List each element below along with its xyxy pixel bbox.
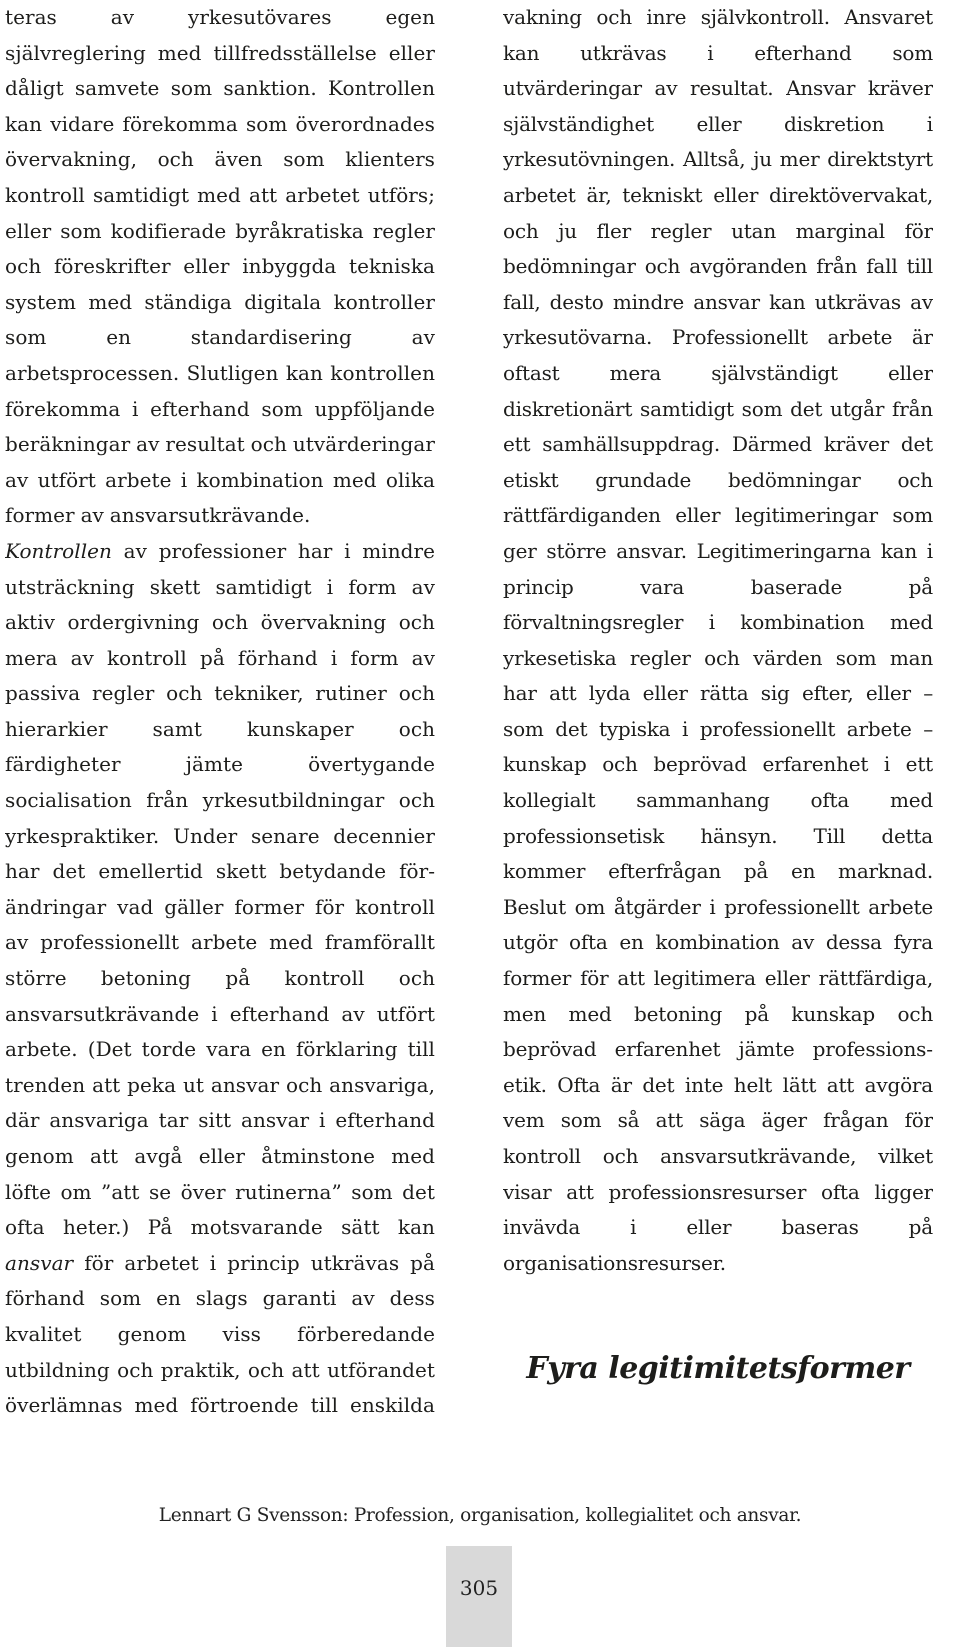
left-paragraph-2	[5, 534, 435, 1430]
emphasis-ansvar: ansvar	[5, 1250, 74, 1275]
right-paragraph-2	[503, 1427, 933, 1430]
page-number-box	[446, 1546, 512, 1647]
left-text-column	[5, 0, 435, 1430]
left-paragraph-2-text-a: av professioner har i mindre utsträckning skett samtidigt i form av aktiv ordergivning och övervakning och mera av kontroll på förhand i form av passiva regler och tekniker, rutiner och hierarkier samt kunskaper och färdigheter jämte övertygande socialisation från yrkesutbildningar och yrkespraktiker. Under senare decennier har det emellertid skett betydande förändringar vad gäller former för kontroll av professionellt arbete med framförallt större betoning på kontroll och ansvarsutkrävande i efterhand av utfört arbete. (Det torde vara en förklaring till trenden att peka ut ansvar och ansvariga, där ansvariga tar sitt ansvar i efterhand genom att avgå eller åtminstone med löfte om ”att se över rutinerna” som det ofta heter.) På motsvarande sätt kan	[5, 538, 435, 1240]
left-paragraph-1: teras av yrkesutövares egen självreglering med tillfredsställelse eller dåligt samvete som sanktion. Kontrollen kan vidare förekomma som överordnades övervakning, och även som klienters kontroll samtidigt med att arbetet utförs; eller som kodifierade byråkratiska regler och föreskrifter eller inbyggda tekniska system med ständiga digitala kontroller som en standardisering av arbetsprocessen. Slutligen kan kontrollen förekomma i efterhand som uppföljande beräkningar av resultat och utvärderingar av utfört arbete i kombination med olika former av ansvarsutkrävande.	[5, 5, 435, 528]
right-paragraph-1: vakning och inre självkontroll. Ansvaret kan utkrävas i efterhand som utvärderingar av resultat. Ansvar kräver självständighet eller diskretion i yrkesutövningen. Alltså, ju mer direktstyrt arbetet är, tekniskt eller direktövervakat, och ju fler regler utan marginal för bedömningar och avgöranden från fall till fall, desto mindre ansvar kan utkrävas av yrkesutövarna. Professionellt arbete är oftast mera självständigt eller diskretionärt samtidigt som det utgår från ett samhällsuppdrag. Därmed kräver det etiskt grundade bedömningar och rättfärdiganden eller legitimeringar som ger större ansvar. Legitimeringarna kan i princip vara baserade på förvaltningsregler i kombination med yrkesetiska regler och värden som man har att lyda eller rätta sig efter, eller – som det typiska i professionellt arbete – kunskap och beprövad erfarenhet i ett kollegialt sammanhang ofta med professionsetisk hänsyn. Till detta kommer efterfrågan på en marknad. Beslut om åtgärder i professionellt arbete utgör ofta en kombination av dessa fyra former för att legitimera eller rättfärdiga, men med betoning på kunskap och beprövad erfarenhet jämte professionsetik. Ofta är det inte helt lätt att avgöra vem som så att säga äger frågan för kontroll och ansvarsutkrävande, vilket visar att professionsresurser ofta ligger invävda i eller baseras på organisationsresurser.	[503, 5, 933, 1275]
emphasis-kontrollen: Kontrollen	[5, 538, 112, 563]
running-footer: Lennart G Svensson: Profession, organisation, kollegialitet och ansvar.	[158, 1505, 802, 1526]
right-text-column	[503, 0, 933, 1430]
section-heading: Fyra legitimitetsformer	[526, 1351, 910, 1387]
left-paragraph-2-text-b: för arbetet i princip utkrävas på förhand som en slags garanti av dess kvalitet genom viss förberedande utbildning och praktik, och att utförandet överlämnas med förtroende till enskilda	[5, 1250, 435, 1418]
page-number: 305	[459, 1576, 499, 1600]
